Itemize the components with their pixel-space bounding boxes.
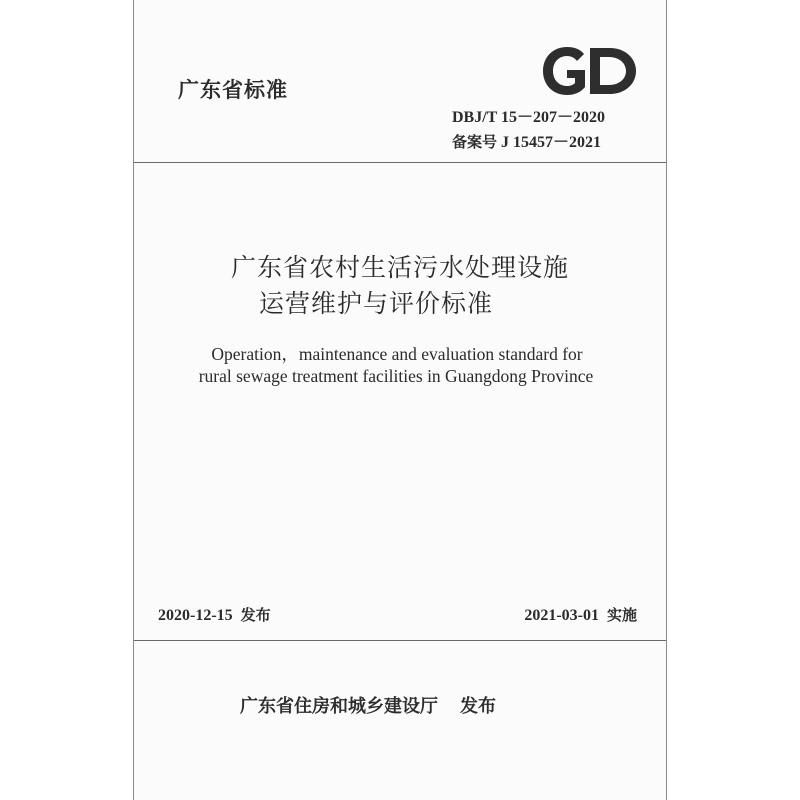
issue-date-line (158, 604, 271, 625)
publisher-name: 广东省住房和城乡建设厅 (240, 696, 438, 717)
title-en-line2: rural sewage treatment facilities in Guangdong Province (198, 366, 594, 386)
issue-date: 2020-12-15 (158, 607, 233, 624)
standard-code: DBJ/T 15－207－2020 (452, 109, 606, 126)
issue-label: 发布 (240, 606, 271, 624)
record-number-line (452, 129, 601, 152)
implement-label: 实施 (606, 606, 637, 624)
title-en-line1: Operation，maintenance and evaluation standard for (211, 344, 583, 364)
publisher-line (240, 692, 496, 718)
standard-type: 广东省标准 (178, 78, 288, 102)
record-number: J 15457－2021 (501, 134, 602, 151)
gd-logo (540, 46, 638, 96)
title-cn-line1: 广东省农村生活污水处理设施 (230, 253, 569, 282)
record-label: 备案号 (452, 133, 498, 151)
footer-divider (134, 640, 666, 641)
implement-date-line (524, 604, 637, 625)
publish-label: 发布 (460, 696, 496, 717)
header-divider (134, 162, 666, 163)
title-cn-line2: 运营维护与评价标准 (258, 289, 493, 318)
implement-date: 2021-03-01 (524, 607, 599, 624)
